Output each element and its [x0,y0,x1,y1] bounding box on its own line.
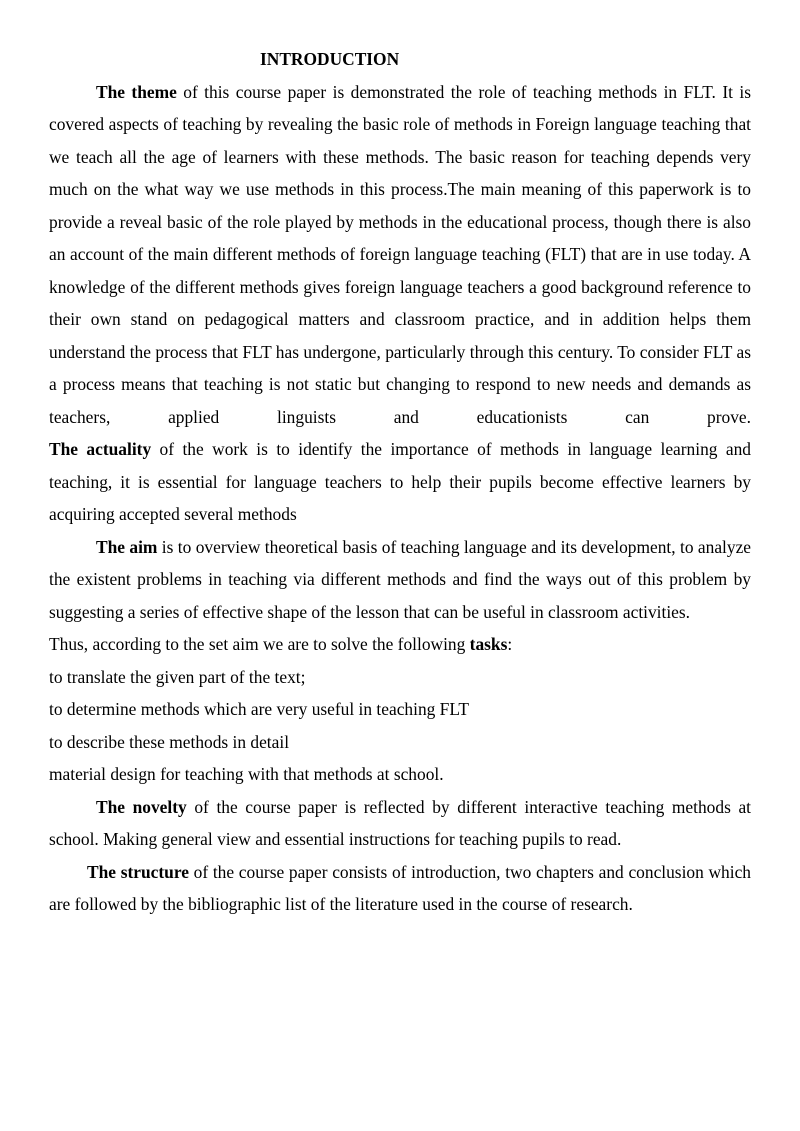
novelty-paragraph [49,791,751,856]
task-item: material design for teaching with that methods at school. [49,764,444,784]
actuality-label: The actuality [49,439,152,459]
aim-paragraph [49,531,751,629]
task-item: to describe these methods in detail [49,731,290,752]
tasks-intro-text: Thus, according to the set aim we are to solve the following [49,634,470,654]
theme-paragraph [49,76,751,434]
novelty-label: The novelty [96,796,187,817]
task-item: to determine methods which are very useful in teaching FLT [49,699,469,719]
novelty-text: of the course paper is reflected by different interactive teaching methods at school. Making general view and essential instructions for teaching pupils to read. [49,796,752,849]
theme-label: The theme [96,81,177,102]
structure-text: of the course paper consists of introduction, two chapters and conclusion which are followed by the bibliographic list of the literature used in the course of research. [49,861,752,914]
aim-text: is to overview theoretical basis of teaching language and its development, to analyze the existent problems in teaching via different methods and find the ways out of this problem by suggesting a series of effective shape of the lesson that can be useful in classroom activities. [49,536,752,622]
tasks-intro-colon: : [507,634,513,654]
tasks-label: tasks [469,634,508,654]
tasks-intro [49,628,751,661]
theme-text: of this course paper is demonstrated the role of teaching methods in FLT. It is covered aspects of teaching by revealing the basic role of methods in Foreign language teaching that we teach all the age of learners with these methods. The basic reason for teaching depends very much on the what way we use methods in this process.The main meaning of this paperwork is to provide a reveal basic of the role played by methods in the educational process, though there is also an account of the main different methods of foreign language teaching (FLT) that are in use today. A knowledge of the different methods gives foreign language teachers a good background reference to their own stand on pedagogical matters and classroom practice, and in addition helps them understand the process that FLT has undergone, particularly through this century. To consider FLT as a process means that teaching is not static but changing to respond to new needs and demands as teachers, applied linguists and educationists can prove. [49,81,751,427]
aim-label: The aim [96,536,158,557]
task-item: to translate the given part of the text; [49,666,306,687]
actuality-paragraph [49,433,751,531]
page-title: INTRODUCTION [260,49,400,69]
structure-label: The structure [87,861,189,882]
actuality-text: of the work is to identify the importance of methods in language learning and teaching, it is essential for language teachers to help their pupils become effective learners by acquiring accepted several methods [49,439,751,524]
document-page [49,43,751,921]
structure-paragraph [49,856,751,921]
